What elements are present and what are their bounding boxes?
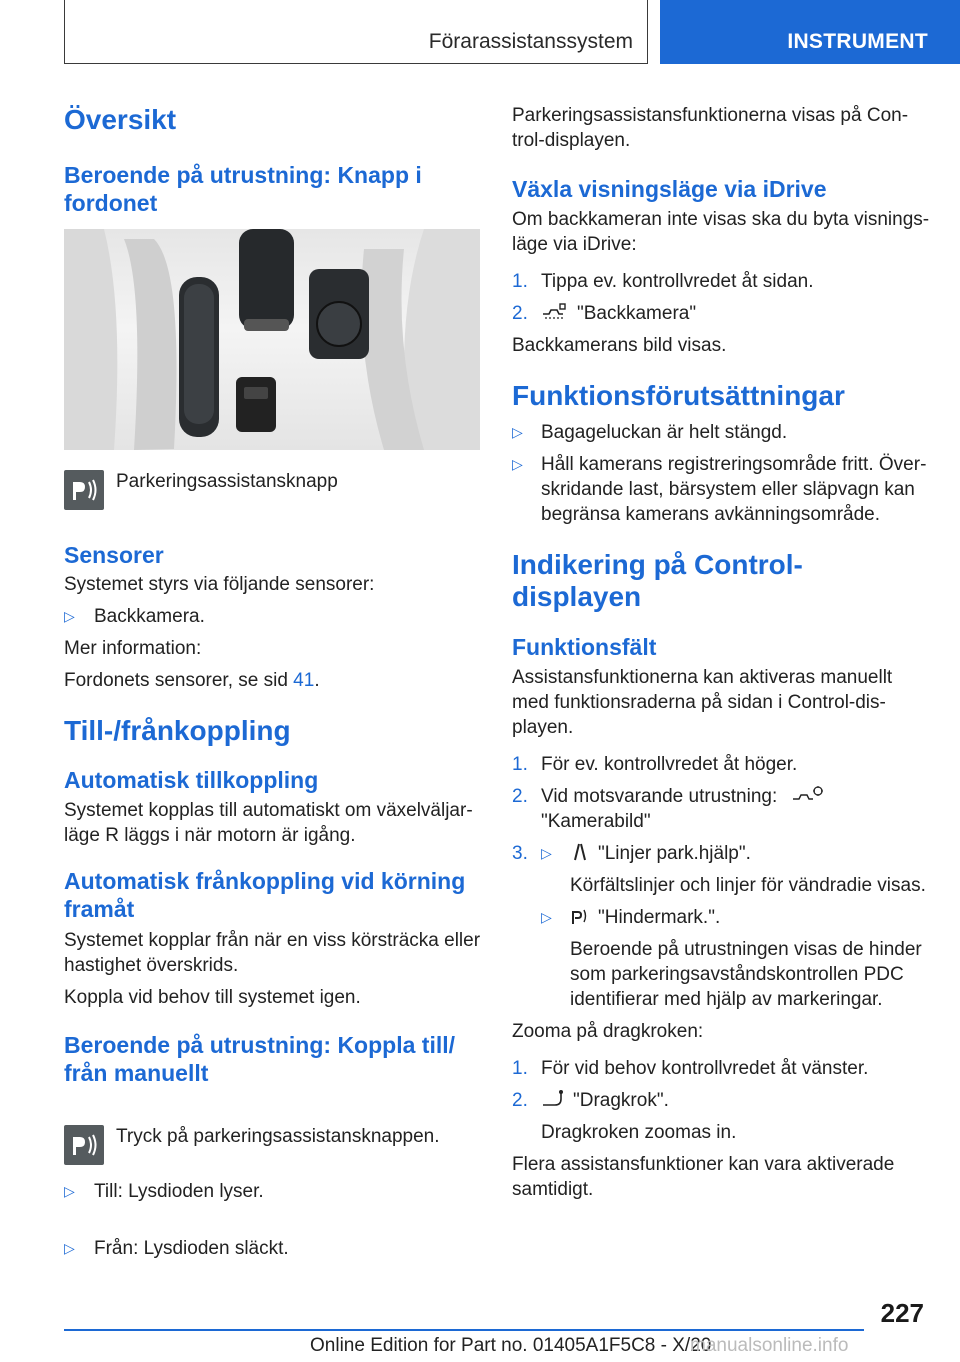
camera-icon xyxy=(791,785,825,805)
step-number: 2. xyxy=(512,1090,528,1111)
park-lines-label: "Linjer park.hjälp". xyxy=(598,843,751,864)
f2-text: Vid motsvarande utrustning: xyxy=(541,786,778,807)
requirement-2-text: Håll kamerans registreringsområde fritt. Över-skridande last, bärsystem eller släpvagn kan begränsa kamerans avkänningsområde. xyxy=(541,454,927,525)
reconnect-text: Koppla vid behov till systemet igen. xyxy=(64,987,361,1008)
footer-divider xyxy=(64,1329,864,1331)
list-item xyxy=(64,604,482,629)
bullet-icon: ▷ xyxy=(541,909,552,925)
parking-assist-button-icon-2 xyxy=(64,1125,104,1165)
step-number: 3. xyxy=(512,843,528,864)
obstacle-label: "Hindermark.". xyxy=(598,907,721,928)
f1-text: För ev. kontrollvredet åt höger. xyxy=(541,754,798,775)
header-section-box xyxy=(64,0,648,64)
sensors-text: Systemet styrs via följande sensorer: xyxy=(64,574,375,595)
console-illustration xyxy=(64,229,480,450)
button-caption: Parkeringsassistansknapp xyxy=(116,471,338,492)
page-number: 227 xyxy=(880,1298,924,1328)
step-number: 2. xyxy=(512,303,528,324)
list-item xyxy=(64,1179,474,1204)
switch-view-heading: Växla visningsläge via iDrive xyxy=(512,176,827,202)
auto-on-text: Systemet kopplas till automatiskt om växelväljar-läge R läggs i när motorn är igång. xyxy=(64,800,473,846)
bullet-icon: ▷ xyxy=(512,424,523,440)
sensor-reference xyxy=(64,668,482,693)
list-item xyxy=(512,301,930,326)
multiple-functions-text: Flera assistansfunktioner kan vara aktiverade samtidigt. xyxy=(512,1154,895,1200)
park-lines-icon xyxy=(570,842,590,862)
f2-camera-label: "Kamerabild" xyxy=(541,811,651,832)
list-item xyxy=(512,784,930,834)
list-item xyxy=(512,1088,930,1145)
on-bullet-text: Till: Lysdioden lyser. xyxy=(94,1181,264,1202)
sub-list-item xyxy=(541,841,930,898)
obstacle-desc: Beroende på utrustningen visas de hinder som parkeringsavståndskontrollen PDC identifierar med hjälp av markeringar. xyxy=(570,939,922,1010)
camera-icon xyxy=(541,302,569,322)
bullet-icon: ▷ xyxy=(64,1240,75,1256)
header-section-title: Förarassistanssystem xyxy=(428,30,633,53)
step-number: 2. xyxy=(512,786,528,807)
bullet-icon: ▷ xyxy=(64,608,75,624)
auto-off-heading: Automatisk frånkoppling vid körning framåt xyxy=(64,868,466,922)
console-photo xyxy=(64,229,480,450)
right-column xyxy=(512,103,930,1202)
list-item xyxy=(512,841,930,1012)
intro-text: Parkeringsassistansfunktionerna visas på Con-trol-displayen. xyxy=(512,105,909,151)
step1-text: Tippa ev. kontrollvredet åt sidan. xyxy=(541,271,814,292)
step-number: 1. xyxy=(512,271,528,292)
list-item xyxy=(512,752,930,777)
bullet-icon: ▷ xyxy=(541,845,552,861)
z1-text: För vid behov kontrollvredet åt vänster. xyxy=(541,1058,869,1079)
control-display-heading: Indikering på Control-displayen xyxy=(512,549,803,612)
zoom-hook-text: Zooma på dragkroken: xyxy=(512,1021,704,1042)
list-item xyxy=(64,1236,474,1261)
button-heading: Beroende på utrustning: Knapp i fordonet xyxy=(64,162,422,216)
list-item xyxy=(512,420,930,445)
sensors-heading: Sensorer xyxy=(64,542,164,568)
sub-list-item xyxy=(541,905,930,1012)
header-chapter-title: INSTRUMENT xyxy=(787,30,928,53)
reference-text: Fordonets sensorer, se sid xyxy=(64,670,294,691)
parking-assist-button-icon xyxy=(64,470,104,510)
left-column xyxy=(64,104,482,217)
sensors-bullet-text: Backkamera. xyxy=(94,606,205,627)
edition-text: Online Edition for Part no. 01405A1F5C8 - X/20 xyxy=(310,1335,712,1356)
left-column-lower xyxy=(64,541,482,1087)
z2-text: "Dragkrok". xyxy=(573,1090,669,1111)
on-off-heading: Till-/frånkoppling xyxy=(64,715,291,746)
more-info-text: Mer information: xyxy=(64,638,202,659)
park-lines-desc: Körfältslinjer och linjer för vändradie visas. xyxy=(570,875,926,896)
z2-desc: Dragkroken zoomas in. xyxy=(541,1122,737,1143)
overview-heading: Översikt xyxy=(64,104,177,135)
obstacle-marker-icon xyxy=(570,906,590,926)
auto-off-text: Systemet kopplar från när en viss körsträcka eller hastighet överskrids. xyxy=(64,930,481,976)
step-number: 1. xyxy=(512,754,528,775)
list-item xyxy=(512,1056,930,1081)
requirement-1-text: Bagageluckan är helt stängd. xyxy=(541,422,788,443)
function-field-text: Assistansfunktionerna kan aktiveras manuellt med funktionsraderna på sidan i Control-dis-playen. xyxy=(512,667,893,738)
auto-on-heading: Automatisk tillkoppling xyxy=(64,767,319,793)
off-bullet-text: Från: Lysdioden släckt. xyxy=(94,1238,289,1259)
watermark: manualsonline.info xyxy=(690,1335,849,1356)
bullet-icon: ▷ xyxy=(512,456,523,472)
step-number: 1. xyxy=(512,1058,528,1079)
tow-hook-icon xyxy=(541,1089,565,1109)
backcam-shown-text: Backkamerans bild visas. xyxy=(512,335,727,356)
press-button-text: Tryck på parkeringsassistansknappen. xyxy=(116,1126,440,1147)
bullet-icon: ▷ xyxy=(64,1183,75,1199)
header-chapter-box xyxy=(660,0,960,64)
page-reference-link[interactable]: 41 xyxy=(293,670,315,691)
manual-heading: Beroende på utrustning: Koppla till/ från manuellt xyxy=(64,1032,455,1086)
switch-view-text: Om backkameran inte visas ska du byta visnings-läge via iDrive: xyxy=(512,209,930,255)
list-item xyxy=(512,452,930,527)
step2-text: "Backkamera" xyxy=(577,303,697,324)
list-item xyxy=(512,269,930,294)
reference-end: . xyxy=(314,670,320,691)
requirements-heading: Funktionsförutsättningar xyxy=(512,380,845,411)
function-field-heading: Funktionsfält xyxy=(512,634,657,660)
